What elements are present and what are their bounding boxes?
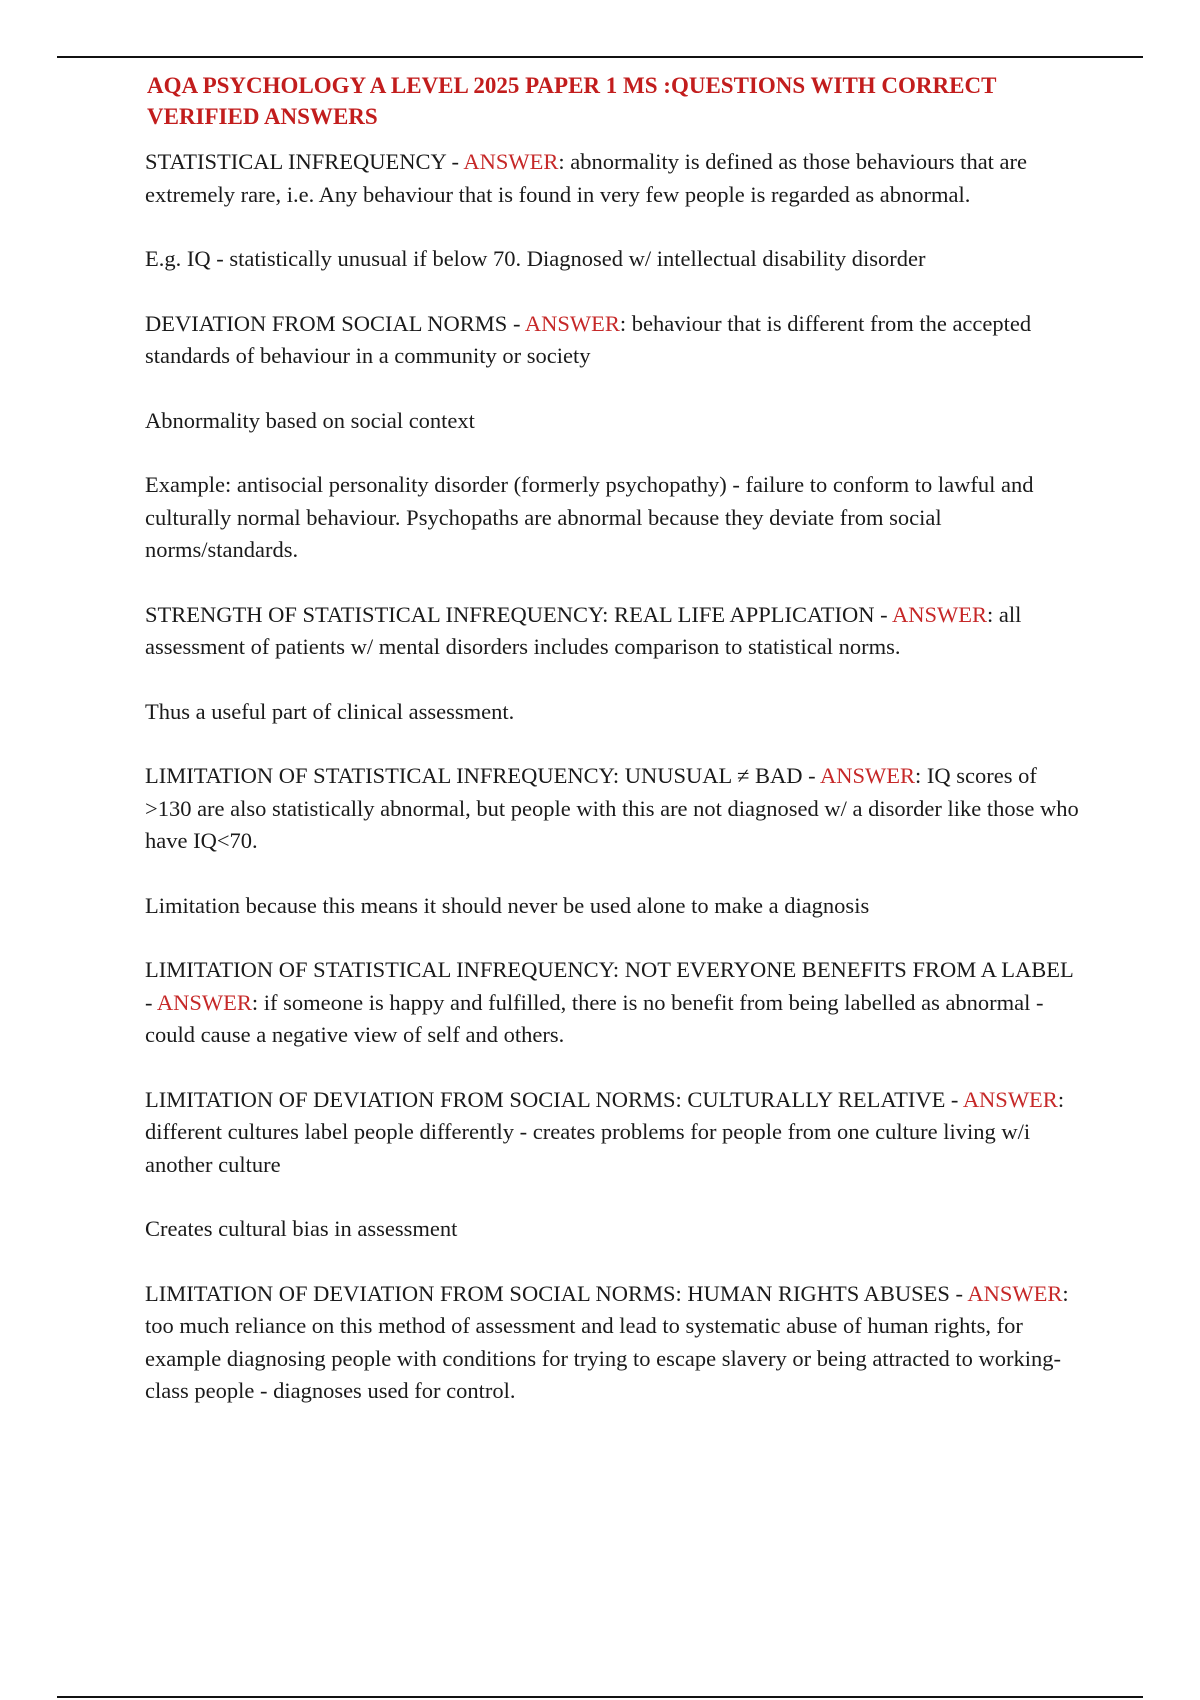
qa-item [145,146,1085,211]
question-text: LIMITATION OF STATISTICAL INFREQUENCY: NOT EVERYONE BENEFITS FROM A LABEL - [145,957,1073,1015]
qa-item [145,760,1085,858]
qa-item [145,308,1085,373]
answer-text: : too much reliance on this method of assessment and lead to systematic abuse of human rights, for example diagnosing people with conditions for trying to escape slavery or being attracted to working-class people - diagnoses used for control. [145,1280,1069,1403]
answer-text: : different cultures label people differently - creates problems for people from one culture living w/i another culture [145,1086,1065,1177]
document-body [145,70,1085,1440]
answer-text: : abnormality is defined as those behaviours that are extremely rare, i.e. Any behaviour that is found in very few people is regarded as abnormal. [145,149,1028,207]
question-text: STATISTICAL INFREQUENCY - [145,149,464,174]
qa-item [145,954,1085,1052]
top-rule [57,56,1143,58]
answer-label: ANSWER [463,149,559,174]
qa-item [145,1084,1085,1182]
question-text: LIMITATION OF DEVIATION FROM SOCIAL NORMS: CULTURALLY RELATIVE - [145,1086,963,1112]
note-paragraph: Example: antisocial personality disorder (formerly psychopathy) - failure to conform to lawful and culturally normal behaviour. Psychopaths are abnormal because they deviate from social norms/standards. [145,472,1034,562]
note-paragraph: Thus a useful part of clinical assessment. [145,698,515,724]
answer-text: : all assessment of patients w/ mental disorders includes comparison to statistical norms. [145,601,1022,659]
bottom-rule [57,1696,1143,1698]
answer-label: ANSWER [156,989,252,1015]
answer-text: : behaviour that is different from the accepted standards of behaviour in a community or society [145,310,1032,368]
qa-item [145,599,1085,664]
answer-text: : IQ scores of >130 are also statistically abnormal, but people with this are not diagnosed w/ a disorder like those who have IQ<70. [145,763,1079,853]
answer-label: ANSWER [967,1280,1063,1306]
answer-label: ANSWER [524,310,620,336]
note-paragraph: E.g. IQ - statistically unusual if below 70. Diagnosed w/ intellectual disability disorder [145,246,926,271]
answer-label: ANSWER [820,763,915,788]
answer-label: ANSWER [891,601,987,627]
note-paragraph: Creates cultural bias in assessment [145,1216,458,1241]
answer-label: ANSWER [962,1086,1058,1112]
qa-item [145,1278,1085,1408]
question-text: STRENGTH OF STATISTICAL INFREQUENCY: REAL LIFE APPLICATION - [145,601,892,627]
answer-text: : if someone is happy and fulfilled, there is no benefit from being labelled as abnormal - could cause a negative view of self and others. [145,989,1044,1047]
question-text: LIMITATION OF DEVIATION FROM SOCIAL NORMS: HUMAN RIGHTS ABUSES - [145,1280,968,1306]
note-paragraph: Abnormality based on social context [145,407,475,433]
question-text: LIMITATION OF STATISTICAL INFREQUENCY: UNUSUAL ≠ BAD - [145,763,820,788]
question-text: DEVIATION FROM SOCIAL NORMS - [145,310,525,336]
document-title: AQA PSYCHOLOGY A LEVEL 2025 PAPER 1 MS :QUESTIONS WITH CORRECT VERIFIED ANSWERS [147,73,997,129]
note-paragraph: Limitation because this means it should never be used alone to make a diagnosis [145,892,870,918]
